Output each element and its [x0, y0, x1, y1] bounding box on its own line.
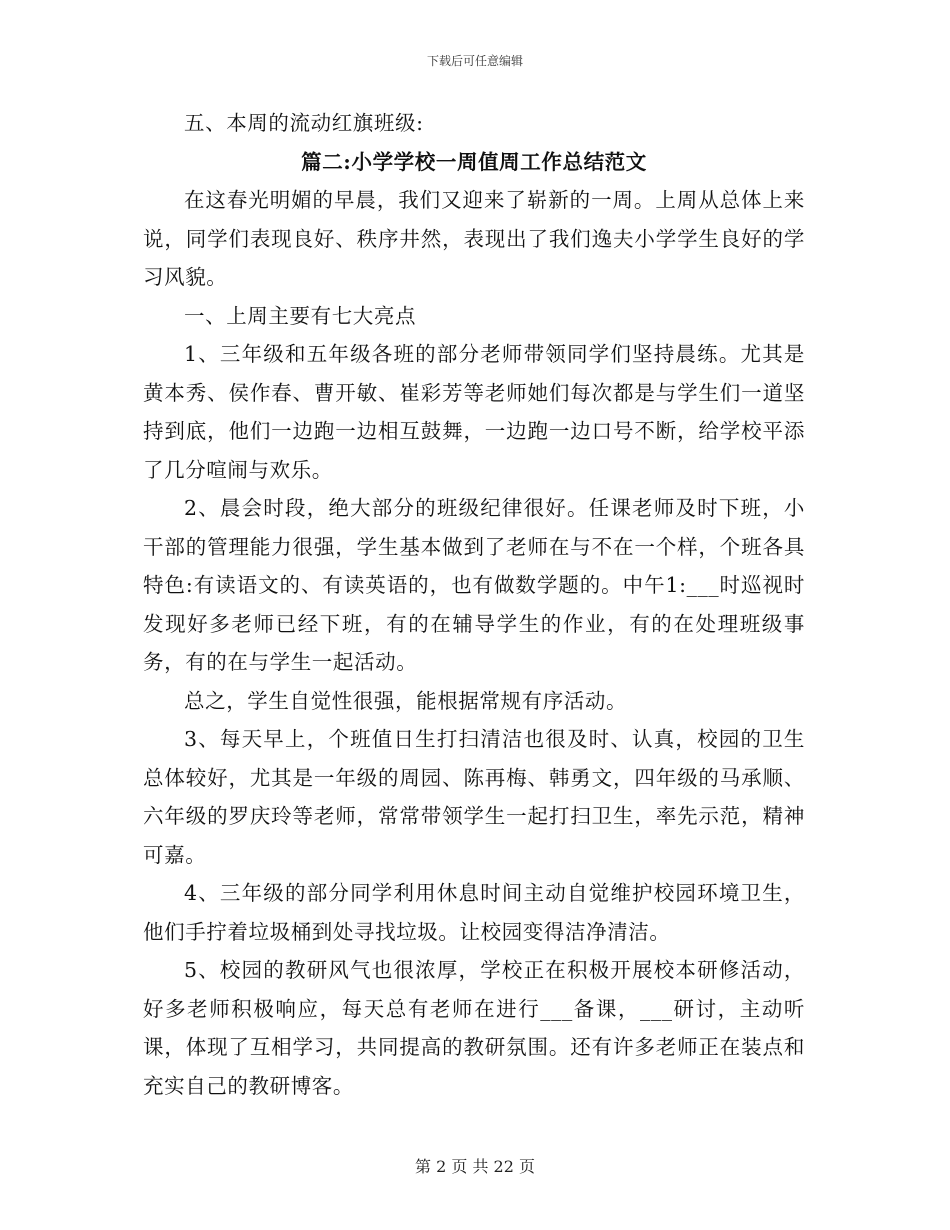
- page-number: 第 2 页 共 22 页: [415, 1157, 535, 1176]
- paragraph-summary: 总之，学生自觉性很强，能根据常规有序活动。: [184, 688, 628, 713]
- paragraph-item-2: 2、晨会时段，绝大部分的班级纪律很好。任课老师及时下班，小干部的管理能力很强，学生基本做到了老师在与不在一个样，个班各具特色:有读语文的、有读英语的，也有做数学题的。中午1:___时巡视时发现好多老师已经下班，有的在辅导学生的作业，有的在处理班级事务，有的在与学生一起活动。: [143, 496, 805, 674]
- document-body: [143, 104, 805, 1105]
- page-header: 下载后可任意编辑: [426, 54, 523, 68]
- paragraph-item-3: 3、每天早上，个班值日生打扫清洁也很及时、认真，校园的卫生总体较好，尤其是一年级的周园、陈再梅、韩勇文，四年级的马承顺、六年级的罗庆玲等老师，常常带领学生一起打扫卫生，率先示范，精神可嘉。: [143, 727, 805, 867]
- paragraph-item-5: 5、校园的教研风气也很浓厚，学校正在积极开展校本研修活动，好多老师积极响应，每天总有老师在进行___备课，___研讨，主动听课，体现了互相学习，共同提高的教研氛围。还有许多老师正在装点和充实自己的教研博客。: [143, 958, 805, 1098]
- section-title: 篇二:小学学校一周值周工作总结范文: [301, 149, 647, 174]
- intro-line: 五、本周的流动红旗班级:: [184, 111, 424, 135]
- paragraph-item-1: 1、三年级和五年级各班的部分老师带领同学们坚持晨练。尤其是黄本秀、侯作春、曹开敏、崔彩芳等老师她们每次都是与学生们一道坚持到底，他们一边跑一边相互鼓舞，一边跑一边口号不断，给学校平添了几分喧闹与欢乐。: [143, 342, 805, 482]
- paragraph-opening: 在这春光明媚的早晨，我们又迎来了崭新的一周。上周从总体上来说，同学们表现良好、秩序井然，表现出了我们逸夫小学学生良好的学习风貌。: [143, 188, 805, 289]
- paragraph-highlights-heading: 一、上周主要有七大亮点: [184, 303, 417, 328]
- paragraph-item-4: 4、三年级的部分同学利用休息时间主动自觉维护校园环境卫生，他们手拧着垃圾桶到处寻找垃圾。让校园变得洁净清洁。: [143, 881, 805, 944]
